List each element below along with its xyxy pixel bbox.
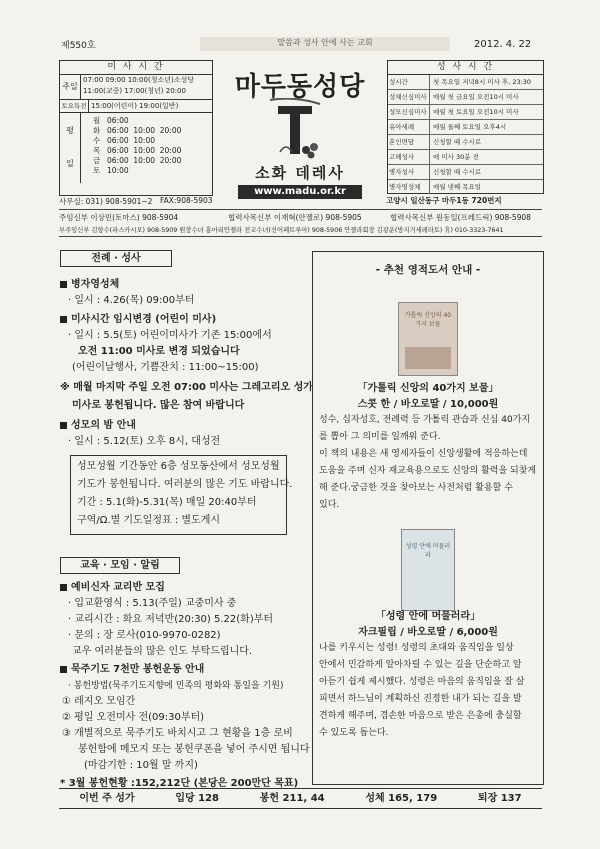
parish-name: 마두동성당 (234, 72, 366, 102)
rosary-campaign-title: 묵주기도 7천만 봉헌운동 안내 (60, 662, 204, 678)
gregorian-mass-note-1: ※ 매월 마지막 주일 오전 07:00 미사는 그레고리오 성가 (60, 382, 313, 393)
book-description-line: 안에서 민감하게 알아차릴 수 있는 길을 단순하고 알 (319, 660, 522, 670)
sacrament-name: 성모신심미사 (388, 105, 430, 119)
book1-cover (398, 302, 458, 376)
book1-cover-image (405, 347, 451, 369)
weekday-times-value: 06:00 (107, 116, 129, 125)
sacrament-name: 병자영성체 (388, 180, 430, 194)
square-bullet-icon (60, 281, 67, 288)
website-url[interactable]: www.madu.or.kr (238, 185, 362, 199)
pastor-contact: 주임신부 이상민(토마스) 908-5904 (59, 213, 179, 222)
weekday-day: 수 (93, 136, 101, 145)
section-liturgy-header: 전례 · 성사 (60, 250, 172, 267)
weekday-row (93, 116, 181, 126)
sacrament-times-table (387, 60, 544, 194)
weekday-day: 화 (93, 126, 101, 135)
office-fax: FAX:908-5903 (160, 196, 213, 205)
sacrament-row (388, 180, 543, 194)
book-description-line: 성수, 십자성호, 전례력 등 가톨릭 관습과 신심 40가지 (319, 415, 531, 425)
marian-note-4: 구역/Ω.별 기도일정표 : 별도게시 (77, 515, 221, 526)
book-description-line: 를 뽑아 그 의미를 일깨워 준다. (319, 432, 441, 442)
book-description-line: 아듣기 쉽게 제시했다. 성령은 마음의 움직임을 잘 살 (319, 677, 525, 687)
square-bullet-icon (60, 666, 67, 673)
sunday-label: 주일 (60, 75, 81, 99)
mass-change-line-3: (어린이날행사, 기쁨잔치 : 11:00~15:00) (72, 362, 259, 373)
mass-change-line-2: 오전 11:00 미사로 변경 되었습니다 (78, 346, 240, 357)
catechumen-line-1: · 입교환영식 : 5.13(주일) 교중미사 중 (68, 598, 237, 609)
mass-change-title: 미사시간 임시변경 (어린이 미사) (60, 312, 216, 328)
hymn-communion: 성체 165, 179 (365, 793, 438, 804)
hymn-offertory: 봉헌 211, 44 (259, 793, 325, 804)
cross-logo (250, 98, 340, 160)
mass-change-line-1: · 일시 : 5.5(토) 어린이미사가 기존 15:00에서 (68, 330, 272, 341)
book-description-line: 견하게 해주며, 겸손한 마음으로 받은 은총에 충실할 (319, 711, 522, 721)
marian-night-date: · 일시 : 5.12(토) 오후 8시, 대성전 (68, 436, 221, 447)
sacrament-name: 성시간 (388, 75, 430, 89)
weekday-label-b: 일 (66, 159, 74, 168)
sick-communion-date: · 일시 : 4.26(목) 09:00부터 (68, 295, 195, 306)
marian-note-2: 기도가 봉헌됩니다. 여러분의 많은 기도 바랍니다. (77, 479, 293, 490)
weekday-row (93, 156, 181, 166)
sunday-times-1: 07:00 09:00 10:00(청소년)소성당 (83, 76, 195, 84)
issue-date: 2012. 4. 22 (474, 39, 532, 50)
weekday-times-value: 06:00 10:00 20:00 (107, 146, 182, 155)
assistant-priest-1: 협력사목신부 이재혁(안젤로) 908-5905 (228, 213, 362, 222)
weekday-times (81, 113, 181, 183)
weekday-row (93, 146, 181, 156)
square-bullet-icon (60, 422, 67, 429)
book-description-line: 나를 키우시는 성령! 성령의 초대와 움직임을 일상 (319, 643, 514, 653)
sacrament-name: 성체신심미사 (388, 90, 430, 104)
sacrament-row (388, 165, 543, 180)
weekday-times-value: 06:00 10:00 20:00 (107, 156, 182, 165)
parish-patron: 소화 데레사 (255, 164, 345, 182)
sacrament-name: 병자성사 (388, 165, 430, 179)
square-bullet-icon (60, 316, 67, 323)
weekday-times-value: 10:00 (107, 166, 129, 175)
catechumen-line-4: 교우 여러분들의 많은 인도 부탁드립니다. (72, 646, 253, 657)
mass-times-title: 미 사 시 간 (60, 61, 212, 75)
book1-title: 「가톨릭 신앙의 40가지 보물」 (357, 383, 499, 394)
sacrament-time: 매월 첫 토요일 오전10시 미사 (433, 108, 519, 116)
book-description-line: 도움을 주며 신자 재교육용으로도 신앙의 활력을 되찾게 (319, 466, 537, 476)
book2-cover-title: 성령 안에 머물러라 (405, 543, 451, 559)
sacrament-row (388, 75, 543, 90)
weekday-day: 목 (93, 146, 101, 155)
hymn-entrance: 입당 128 (175, 793, 220, 804)
sacrament-row (388, 150, 543, 165)
sacrament-time: 신청할 때 수시로 (433, 138, 482, 146)
office-phone: 사무실: 031) 908-5901~2 (59, 197, 153, 206)
square-bullet-icon (60, 584, 67, 591)
header-strip: 말씀과 성사 안에 사는 교회 (200, 37, 450, 51)
weekday-day: 토 (93, 166, 101, 175)
gregorian-mass-note-2: 미사로 봉헌됩니다. 많은 참여 바랍니다 (72, 400, 245, 411)
marian-note-3: 기간 : 5.1(화)-5.31(목) 매일 20:40부터 (77, 497, 257, 508)
weekday-label-a: 평 (66, 126, 74, 135)
weekday-row (93, 166, 181, 176)
sacrament-row (388, 90, 543, 105)
rosary-line-6: (마감기한 : 10월 말 까지) (84, 760, 198, 771)
weekday-day: 금 (93, 156, 101, 165)
saturday-label: 토요특전 (60, 100, 89, 112)
weekday-day: 월 (93, 116, 101, 125)
hymns-bar (59, 790, 542, 807)
issue-number: 제550호 (61, 41, 96, 51)
book1-meta: 스콧 한 / 바오로딸 / 10,000원 (357, 399, 499, 410)
sick-communion-title: 병자영성체 (60, 277, 119, 293)
sacrament-time: 매 미사 30분 전 (433, 153, 479, 161)
book-recommendation-box (312, 251, 544, 785)
weekday-times-value: 06:00 10:00 20:00 (107, 126, 182, 135)
weekday-row (93, 136, 181, 146)
book-description-line: 수 있도록 돕는다. (319, 728, 389, 738)
sacrament-times-title: 성 사 시 간 (388, 61, 543, 75)
rosary-line-1: · 봉헌방법(묵주기도지향에 민족의 평화와 통일을 기원) (68, 681, 284, 691)
sacrament-name: 유아세례 (388, 120, 430, 134)
marian-night-title: 성모의 밤 안내 (60, 418, 136, 434)
book-section-title: - 추천 영적도서 안내 - (375, 264, 481, 276)
marian-note-1: 성모성월 기간동안 6층 성모동산에서 성모성월 (77, 461, 280, 472)
assistant-priest-2: 협력사목신부 원동일(프레드릭) 908-5908 (390, 213, 531, 222)
section-education-header: 교육 · 모임 · 알림 (60, 557, 180, 574)
rosary-status: * 3월 봉헌현황 :152,212단 (본당은 200만단 목표) (60, 778, 299, 789)
sacrament-row (388, 105, 543, 120)
book1-cover-title: 가톨릭 신앙의 40가지 보물 (404, 312, 452, 328)
weekday-row (93, 126, 181, 136)
book-description-line: 있다. (319, 500, 340, 510)
mass-times-table (59, 60, 213, 196)
sacrament-time: 매월 첫 금요일 오전10시 미사 (433, 93, 519, 101)
sacrament-row (388, 135, 543, 150)
rosary-line-3: ② 평일 오전미사 전(09:30부터) (62, 712, 205, 723)
book-description-line: 피면서 하느님이 계획하신 진정한 내가 되는 길을 발 (319, 694, 522, 704)
sacrament-row (388, 120, 543, 135)
hymn-recession: 퇴장 137 (477, 793, 522, 804)
book2-cover (401, 529, 455, 611)
rosary-line-2: ① 레지오 모임간 (62, 696, 136, 707)
book-description-line: 해 준다.궁금한 것을 찾아보는 사전처럼 활용할 수 (319, 483, 513, 493)
sacrament-time: 매월 둘째 토요일 오후4시 (433, 123, 507, 131)
book1-description (319, 412, 541, 514)
marian-month-notice (70, 455, 293, 535)
book2-meta: 자크필립 / 바오로딸 / 6,000원 (358, 627, 498, 638)
sacrament-name: 고해성사 (388, 150, 430, 164)
staff-contacts: 부주임신부 김항수(파스카시오) 908-5909 원장수녀 홍마리안젤라 전교수녀(선어페트루아) 908-5906 안젤라회장 김광운(방지거세레라토) 휴) 010-3323-7641 (59, 227, 504, 234)
book-description-line: 이 책의 내용은 새 영세자들이 신앙생활에 적응하는데 (319, 449, 528, 459)
sacrament-rows (388, 75, 543, 194)
sacrament-time: 첫 목요일 저녁8시 미사 후, 23:30 (433, 78, 532, 86)
parish-address: 고양시 일산동구 마두1동 720번지 (386, 196, 502, 205)
weekday-times-value: 06:00 10:00 (107, 136, 155, 145)
sunday-times-2: 11:00(교중) 17:00(청년) 20:00 (83, 87, 186, 95)
rosary-line-4: ③ 개별적으로 묵주기도 바치시고 그 현황을 1층 로비 (62, 728, 293, 739)
catechumen-line-2: · 교리시간 : 화요 저녁반(20:30) 5.22(화)부터 (68, 614, 274, 625)
book2-description (319, 640, 541, 742)
book2-title: 「성령 안에 머물러라」 (375, 611, 481, 622)
hymns-label: 이번 주 성가 (79, 793, 135, 804)
saturday-times: 15:00(어린이) 19:00(일반) (91, 102, 179, 110)
sacrament-time: 신청할 때 수시로 (433, 168, 482, 176)
catechumen-title: 예비신자 교리반 모집 (60, 580, 165, 596)
sacrament-time: 매월 넷째 목요일 (433, 183, 482, 191)
catechumen-line-3: · 문의 : 장 로사(010-9970-0282) (68, 630, 221, 641)
rosary-line-5: 봉헌함에 메모지 또는 봉헌쿠폰을 넣어 주시면 됩니다 (78, 744, 310, 755)
sacrament-name: 혼인면담 (388, 135, 430, 149)
